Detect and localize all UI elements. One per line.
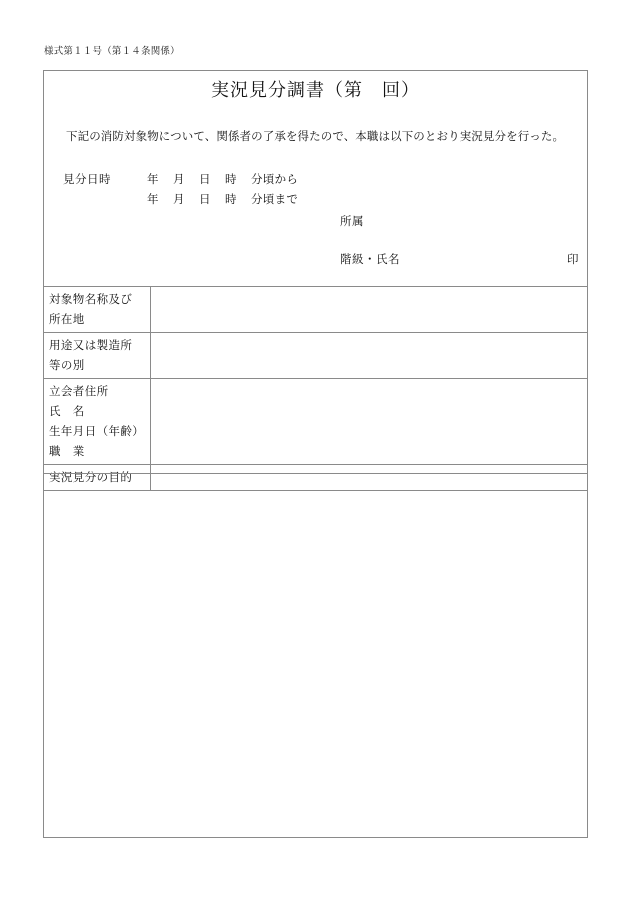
label-text-block — [44, 379, 150, 464]
table-value-cell-witness[interactable] — [151, 379, 588, 465]
object-name-label-line2: 所在地 — [49, 312, 85, 326]
month-unit-to: 月 — [173, 192, 185, 206]
inspection-datetime-block — [63, 169, 298, 209]
form-sheet-border — [43, 70, 588, 838]
table-label-cell-witness — [44, 379, 151, 465]
affiliation-row — [44, 213, 587, 230]
seal-label: 印 — [567, 252, 579, 266]
hour-unit-from: 時 — [225, 172, 237, 186]
table-label-cell-usage-type — [44, 333, 151, 379]
inspection-datetime-to-row — [63, 189, 298, 209]
label-text-block — [44, 287, 150, 332]
table-row — [44, 287, 588, 333]
day-unit-from: 日 — [199, 172, 211, 186]
object-name-value[interactable] — [151, 287, 587, 291]
table-row — [44, 379, 588, 465]
inspection-datetime-from-row — [63, 169, 298, 189]
signature-row-inner — [340, 251, 579, 268]
witness-birthdate-label: 生年月日（年齢） — [49, 424, 145, 438]
rank-and-name-label: 階級・氏名 — [340, 252, 400, 266]
month-unit-from: 月 — [173, 172, 185, 186]
intro-paragraph: 下記の消防対象物について、関係者の了承を得たので、本職は以下のとおり実況見分を行った。 — [66, 129, 565, 143]
affiliation-label: 所属 — [340, 214, 364, 228]
witness-occupation-label: 職 業 — [49, 444, 85, 458]
table-value-cell-usage-type[interactable] — [151, 333, 588, 379]
minute-to-suffix: 分頃まで — [251, 192, 299, 206]
table-label-cell-object-name — [44, 287, 151, 333]
witness-value[interactable] — [151, 379, 587, 383]
signature-row — [44, 251, 587, 268]
hour-unit-to: 時 — [225, 192, 237, 206]
table-value-cell-object-name[interactable] — [151, 287, 588, 333]
datetime-to-fields — [147, 189, 298, 209]
label-text-block — [44, 333, 150, 378]
form-number-label: 様式第１１号（第１４条関係） — [44, 46, 180, 57]
inspection-datetime-label: 見分日時 — [63, 172, 111, 186]
witness-address-label: 立会者住所 — [49, 384, 109, 398]
usage-type-value[interactable] — [151, 333, 587, 337]
year-unit-from: 年 — [147, 172, 159, 186]
free-writing-area[interactable] — [43, 473, 588, 840]
minute-from-suffix: 分頃から — [251, 172, 299, 186]
year-unit-to: 年 — [147, 192, 159, 206]
usage-type-label-line2: 等の別 — [49, 358, 85, 372]
purpose-value[interactable] — [151, 465, 587, 469]
object-name-label-line1: 対象物名称及び — [49, 292, 133, 306]
details-table — [43, 286, 588, 491]
day-unit-to: 日 — [199, 192, 211, 206]
witness-name-label: 氏 名 — [49, 404, 85, 418]
table-row — [44, 333, 588, 379]
purpose-label: 実況見分の目的 — [49, 470, 133, 484]
datetime-from-fields — [147, 169, 298, 189]
page-title: 実況見分調書（第 回） — [211, 80, 420, 101]
usage-type-label-line1: 用途又は製造所 — [49, 338, 133, 352]
